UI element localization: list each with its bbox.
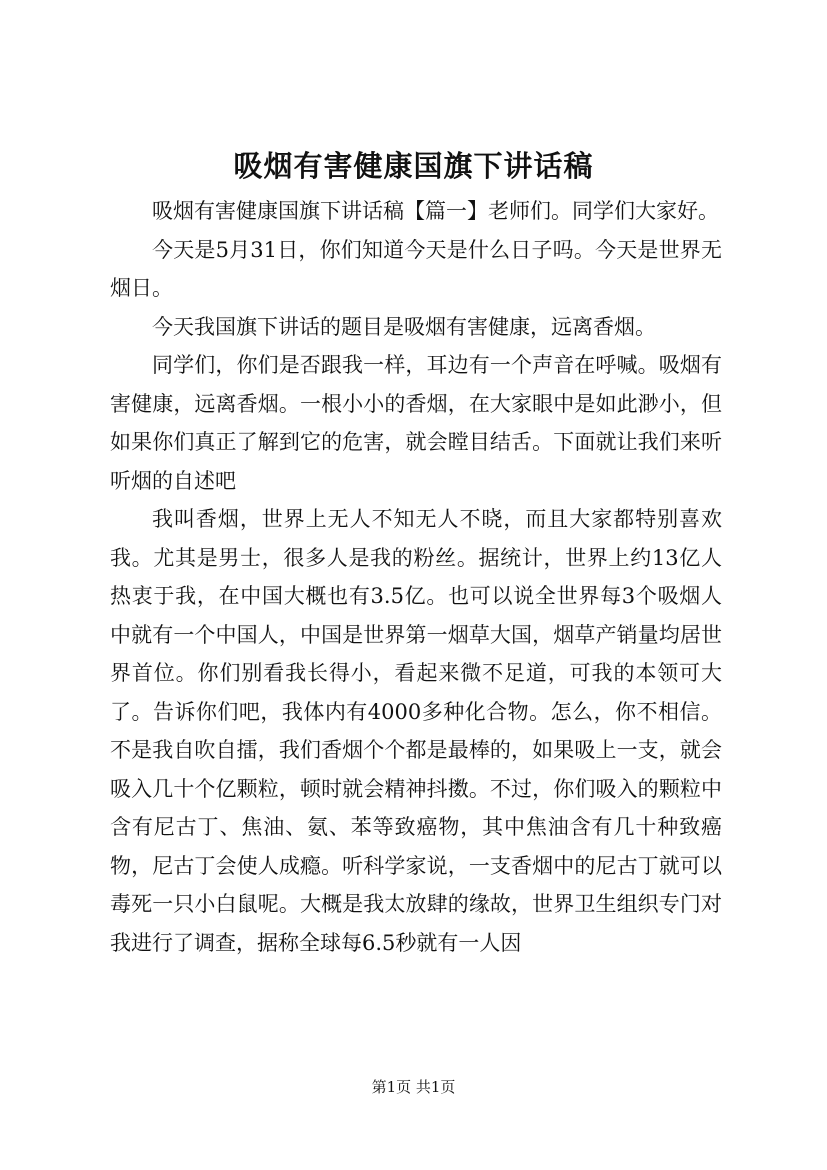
paragraph: 吸烟有害健康国旗下讲话稿【篇一】老师们。同学们大家好。 — [152, 199, 719, 223]
paragraph: 同学们，你们是否跟我一样，耳边有一个声音在呼喊。吸烟有害健康，远离香烟。一根小小的香烟，在大家眼中是如此渺小，但如果你们真正了解到它的危害，就会瞠目结舌。下面就让我们来听听烟的自述吧 — [110, 353, 722, 493]
page-footer: 第1页 共1页 — [371, 1078, 456, 1096]
paragraph: 我叫香烟，世界上无人不知无人不晓，而且大家都特别喜欢我。尤其是男士，很多人是我的粉丝。据统计，世界上约13亿人热衷于我，在中国大概也有3.5亿。也可以说全世界每3个吸烟人中就有一个中国人，中国是世界第一烟草大国，烟草产销量均居世界首位。你们别看我长得小，看起来微不足道，可我的本领可大了。告诉你们吧，我体内有4000多种化合物。怎么，你不相信。不是我自吹自擂，我们香烟个个都是最棒的，如果吸上一支，就会吸入几十个亿颗粒，顿时就会精神抖擞。不过，你们吸入的颗粒中含有尼古丁、焦油、氨、苯等致癌物，其中焦油含有几十种致癌物，尼古丁会使人成瘾。听科学家说，一支香烟中的尼古丁就可以毒死一只小白鼠呢。大概是我太放肆的缘故，世界卫生组织专门对我进行了调查，据称全球每6.5秒就有一人因 — [110, 507, 722, 955]
paragraph: 今天是5月31日，你们知道今天是什么日子吗。今天是世界无烟日。 — [110, 237, 722, 300]
document-title: 吸烟有害健康国旗下讲话稿 — [233, 149, 594, 183]
document-body — [110, 192, 722, 962]
paragraph: 今天我国旗下讲话的题目是吸烟有害健康，远离香烟。 — [152, 314, 656, 339]
